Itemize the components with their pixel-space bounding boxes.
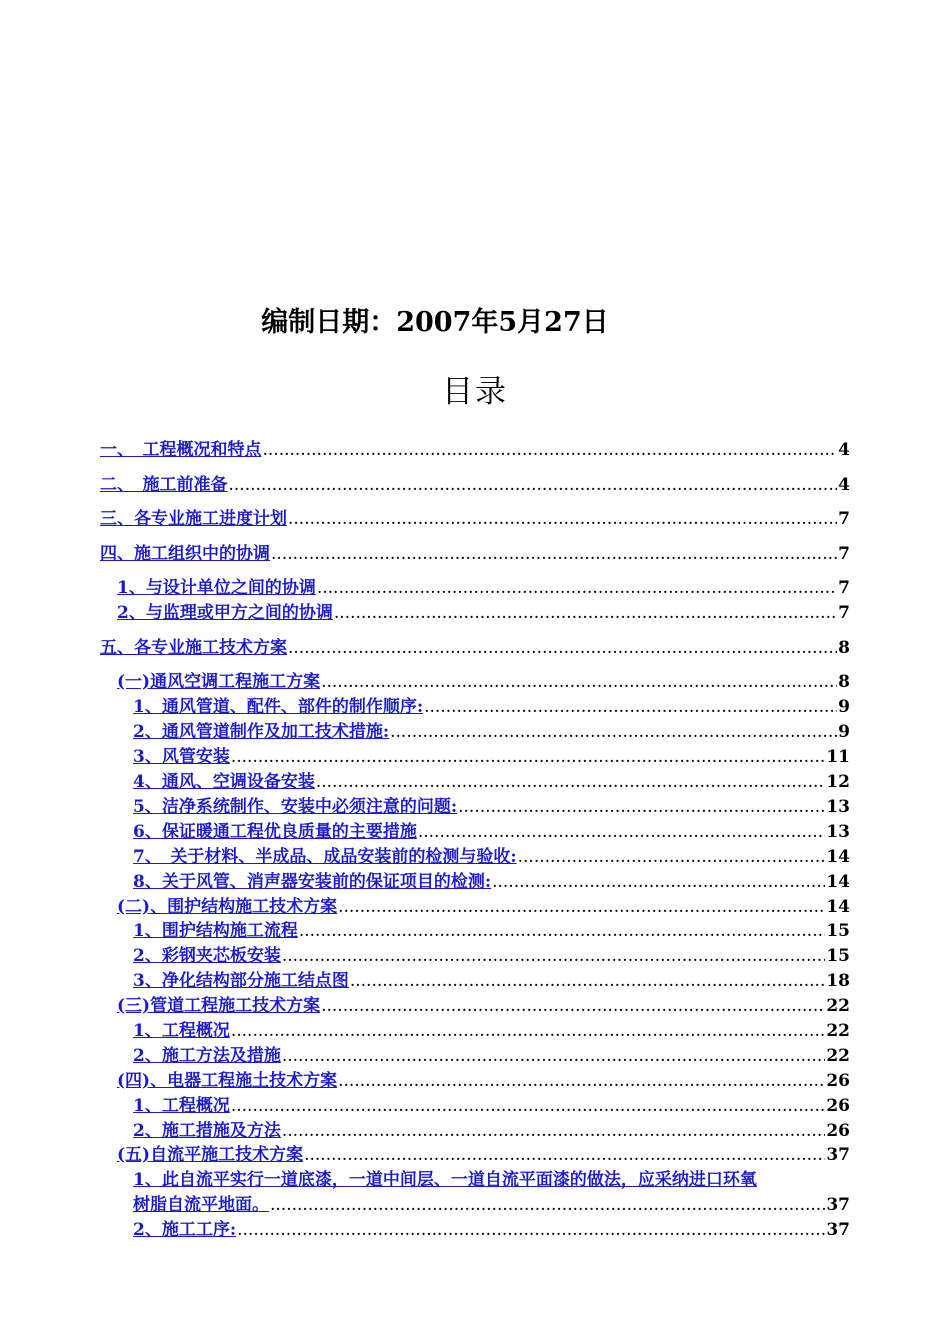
toc-entry-label[interactable]: 5、洁净系统制作、安装中必须注意的问题: [133,797,458,817]
toc-leader-dots [263,438,838,462]
toc-entry-5-4-2[interactable] [133,1119,850,1143]
toc-entry-label[interactable]: 1、通风管道、配件、部件的制作顺序: [133,697,424,717]
toc-entry-label[interactable]: 树脂自流平地面。 [133,1195,269,1215]
toc-page-number: 14 [826,847,850,867]
toc-page-number: 22 [826,1021,850,1041]
toc-page-number: 8 [838,638,850,658]
toc-entry-label[interactable]: 一、 工程概况和特点 [100,440,262,460]
toc-leader-dots [231,745,825,769]
toc-entry-label[interactable]: (四)、电器工程施土技术方案 [117,1071,338,1091]
toc-leader-dots [271,542,837,566]
toc-entry-4-2[interactable] [117,601,850,625]
toc-entry-5-3[interactable] [117,994,850,1018]
toc-leader-dots [316,770,825,794]
toc-entry-4-1[interactable] [117,576,850,600]
toc-entry-5-2-2[interactable] [133,944,850,968]
toc-entry-label[interactable]: (一)通风空调工程施工方案 [117,672,321,692]
toc-entry-label[interactable]: 2、通风管道制作及加工技术措施: [133,722,390,742]
toc-entry-label[interactable]: 4、通风、空调设备安装 [133,772,315,792]
toc-entry-label[interactable]: (五)自流平施工技术方案 [117,1145,304,1165]
toc-leader-dots [390,720,837,744]
toc-entry-label[interactable]: (三)管道工程施工技术方案 [117,996,321,1016]
toc-entry-label[interactable]: 3、净化结构部分施工结点图 [133,971,349,991]
toc-entry-5-1-8[interactable] [133,870,850,894]
date-line: 编制日期：2007年5月27日 [261,307,609,338]
toc-entry-label[interactable]: 1、与设计单位之间的协调 [117,578,316,598]
toc-page-number: 4 [838,475,850,495]
toc-page-number: 22 [826,996,850,1016]
toc-entry-label[interactable]: (二)、围护结构施工技术方案 [117,897,338,917]
toc-entry-label[interactable]: 7、 关于材料、半成品、成品安装前的检测与验收: [133,847,517,867]
toc-entry-5-4[interactable] [117,1069,850,1093]
toc-leader-dots [282,1119,825,1143]
toc-entry-label[interactable]: 四、施工组织中的协调 [100,544,270,564]
toc-entry-5-1-7[interactable] [133,845,850,869]
toc-title: 目录 [442,374,508,410]
toc-page-number: 7 [838,509,850,529]
toc-entry-1[interactable] [100,438,850,462]
toc-page-number: 18 [826,971,850,991]
toc-leader-dots [492,870,825,894]
toc-entry-3[interactable] [100,507,850,531]
toc-leader-dots [350,969,826,993]
toc-entry-4[interactable] [100,542,850,566]
toc-page-number: 8 [838,672,850,692]
toc-page-number: 9 [838,722,850,742]
toc-leader-dots [288,507,837,531]
toc-leader-dots [317,576,837,600]
toc-page-number: 4 [838,440,850,460]
toc-page-number: 15 [826,946,850,966]
toc-entry-5-2-3[interactable] [133,969,850,993]
toc-entry-label[interactable]: 8、关于风管、消声器安装前的保证项目的检测: [133,872,492,892]
toc-entry-5-1-3[interactable] [133,745,850,769]
toc-page-number: 37 [826,1195,850,1215]
toc-page-number: 11 [826,747,850,767]
toc-entry-label-line1[interactable]: 1、此自流平实行一道底漆，一道中间层、一道自流平面漆的做法，应采纳进口环氧 [133,1170,757,1190]
toc-entry-label[interactable]: 2、施工工序: [133,1220,237,1240]
toc-page-number: 26 [826,1071,850,1091]
toc-entry-label[interactable]: 三、各专业施工进度计划 [100,509,287,529]
toc-entry-label[interactable]: 1、围护结构施工流程 [133,921,298,941]
toc-leader-dots [321,994,825,1018]
toc-entry-label[interactable]: 二、 施工前准备 [100,475,228,495]
toc-page-number: 14 [826,897,850,917]
toc-entry-5-1-4[interactable] [133,770,850,794]
toc-entry-label[interactable]: 1、工程概况 [133,1096,230,1116]
toc-entry-5-5-1[interactable] [133,1170,850,1217]
toc-leader-dots [458,795,825,819]
toc-page-number: 26 [826,1121,850,1141]
toc-entry-5-3-1[interactable] [133,1019,850,1043]
toc-leader-dots [518,845,826,869]
toc-leader-dots [338,1069,825,1093]
toc-page-number: 14 [826,872,850,892]
toc-entry-5-3-2[interactable] [133,1044,850,1068]
toc-leader-dots [334,601,837,625]
toc-entry-5-1-6[interactable] [133,820,850,844]
toc-entry-5-4-1[interactable] [133,1094,850,1118]
toc-leader-dots [304,1143,825,1167]
toc-leader-dots [270,1193,825,1217]
toc-leader-dots [418,820,826,844]
toc-page-number: 15 [826,921,850,941]
toc-entry-label[interactable]: 五、各专业施工技术方案 [100,638,287,658]
toc-page-number: 12 [826,772,850,792]
toc-entry-label[interactable]: 2、彩钢夹芯板安装 [133,946,281,966]
toc-leader-dots [229,473,838,497]
toc-entry-5-1-2[interactable] [133,720,850,744]
toc-entry-5-2[interactable] [117,895,850,919]
toc-leader-dots [231,1019,825,1043]
toc-entry-label[interactable]: 3、风管安装 [133,747,230,767]
toc-leader-dots [321,670,837,694]
toc-leader-dots [299,919,825,943]
toc-leader-dots [231,1094,825,1118]
toc-page-number: 37 [826,1220,850,1240]
toc-page-number: 37 [826,1145,850,1165]
toc-page-number: 7 [838,578,850,598]
toc-leader-dots [338,895,825,919]
toc-leader-dots [237,1218,825,1242]
toc-entry-5-1-5[interactable] [133,795,850,819]
toc-leader-dots [424,695,837,719]
toc-entry-label[interactable]: 2、施工方法及措施 [133,1046,281,1066]
toc-entry-5[interactable] [100,636,850,660]
toc-leader-dots [282,944,825,968]
toc-entry-5-1-1[interactable] [133,695,850,719]
toc-page-number: 13 [826,822,850,842]
toc-entry-2[interactable] [100,473,850,497]
toc-entry-5-2-1[interactable] [133,919,850,943]
toc-entry-label[interactable]: 6、保证暖通工程优良质量的主要措施 [133,822,417,842]
toc-entry-5-5[interactable] [117,1143,850,1167]
toc-leader-dots [288,636,837,660]
toc-entry-label[interactable]: 1、工程概况 [133,1021,230,1041]
toc-page-number: 13 [826,797,850,817]
toc-entry-5-5-2[interactable] [133,1218,850,1242]
toc-entry-5-1[interactable] [117,670,850,694]
toc-leader-dots [282,1044,825,1068]
toc-page-number: 26 [826,1096,850,1116]
toc-page-number: 22 [826,1046,850,1066]
toc-entry-label[interactable]: 2、施工措施及方法 [133,1121,281,1141]
toc-entry-label[interactable]: 2、与监理或甲方之间的协调 [117,603,333,623]
toc-page-number: 7 [838,544,850,564]
toc-page-number: 9 [838,697,850,717]
toc-page-number: 7 [838,603,850,623]
